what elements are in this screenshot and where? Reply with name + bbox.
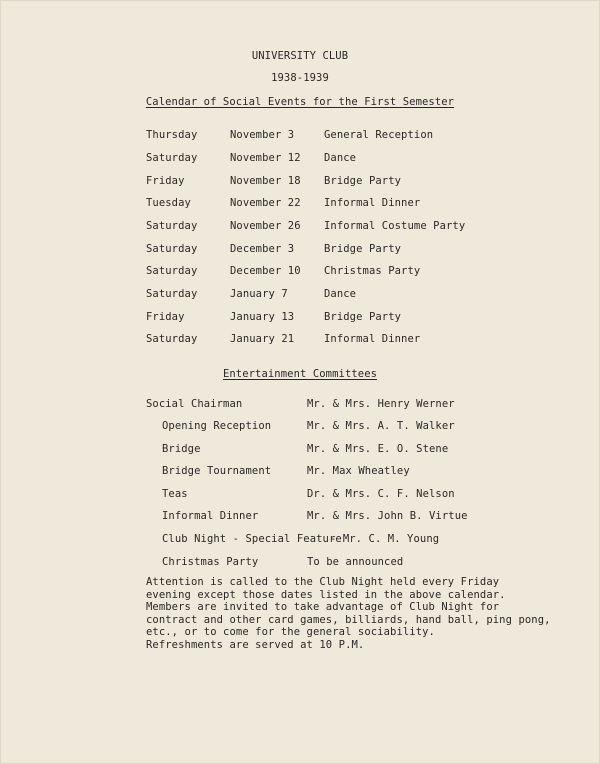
calendar-day: Saturday <box>146 152 198 164</box>
committee-role: Social Chairman <box>146 398 243 410</box>
calendar-row <box>0 243 600 257</box>
committee-role: Informal Dinner <box>162 510 259 522</box>
calendar-subtitle <box>0 96 600 108</box>
calendar-date: November 26 <box>230 220 301 232</box>
club-title: UNIVERSITY CLUB <box>251 50 349 62</box>
committee-role: Opening Reception <box>162 420 272 432</box>
calendar-date: November 3 <box>230 129 295 141</box>
committee-row <box>0 465 600 479</box>
calendar-row <box>0 152 600 166</box>
calendar-date: November 12 <box>230 152 301 164</box>
calendar-event: Informal Costume Party <box>324 220 466 232</box>
committee-role: Christmas Party <box>162 556 259 568</box>
calendar-subtitle-text: Calendar of Social Events for the First Semester <box>145 96 455 108</box>
calendar-event: Informal Dinner <box>324 197 421 209</box>
committee-person: Mr. & Mrs. John B. Virtue <box>307 510 468 522</box>
calendar-row <box>0 197 600 211</box>
committee-person: Mr. & Mrs. E. O. Stene <box>307 443 449 455</box>
calendar-date: January 7 <box>230 288 288 300</box>
notice-line: Members are invited to take advantage of Club Night for <box>146 601 500 614</box>
committee-person: To be announced <box>307 556 404 568</box>
calendar-event: Bridge Party <box>324 311 402 323</box>
calendar-day: Friday <box>146 175 185 187</box>
calendar-event: Bridge Party <box>324 243 402 255</box>
committee-row <box>0 443 600 457</box>
calendar-row <box>0 220 600 234</box>
committee-role: Bridge <box>162 443 201 455</box>
calendar-date: November 22 <box>230 197 301 209</box>
calendar-date: November 18 <box>230 175 301 187</box>
committee-row <box>0 510 600 524</box>
calendar-day: Saturday <box>146 265 198 277</box>
committee-row <box>0 398 600 412</box>
calendar-event: Dance <box>324 288 357 300</box>
calendar-day: Saturday <box>146 243 198 255</box>
notice-line: contract and other card games, billiards, hand ball, ping pong, <box>146 613 551 626</box>
committee-row <box>0 533 600 547</box>
calendar-day: Saturday <box>146 220 198 232</box>
calendar-date: December 3 <box>230 243 295 255</box>
calendar-day: Friday <box>146 311 185 323</box>
committee-row <box>0 488 600 502</box>
club-night-notice <box>146 576 551 652</box>
committee-role: Bridge Tournament <box>162 465 272 477</box>
notice-line: Attention is called to the Club Night held every Friday <box>146 576 500 588</box>
committees-heading-text: Entertainment Committees <box>222 368 378 380</box>
committee-person: - Mr. C. M. Young <box>330 533 440 545</box>
calendar-event: Informal Dinner <box>324 333 421 345</box>
calendar-event: General Reception <box>324 129 434 141</box>
calendar-row <box>0 265 600 279</box>
calendar-row <box>0 333 600 347</box>
notice-line: etc., or to come for the general sociability. <box>146 626 435 639</box>
committee-person: Mr. & Mrs. Henry Werner <box>307 398 455 410</box>
committees-heading <box>0 368 600 380</box>
committee-person: Dr. & Mrs. C. F. Nelson <box>307 488 455 500</box>
calendar-date: January 21 <box>230 333 295 345</box>
committee-person: Mr. Max Wheatley <box>307 465 410 477</box>
academic-year: 1938-1939 <box>271 72 329 84</box>
calendar-row <box>0 175 600 189</box>
calendar-day: Thursday <box>146 129 198 141</box>
calendar-row <box>0 129 600 143</box>
calendar-date: January 13 <box>230 311 295 323</box>
notice-line: evening except those dates listed in the above calendar. <box>146 588 506 601</box>
calendar-day: Saturday <box>146 333 198 345</box>
calendar-date: December 10 <box>230 265 301 277</box>
committee-person: Mr. & Mrs. A. T. Walker <box>307 420 455 432</box>
calendar-event: Dance <box>324 152 357 164</box>
calendar-event: Christmas Party <box>324 265 421 277</box>
committee-role: Club Night - Special Feature <box>162 533 342 545</box>
calendar-row <box>0 288 600 302</box>
notice-line: Refreshments are served at 10 P.M. <box>146 638 365 651</box>
committee-row <box>0 420 600 434</box>
committee-row <box>0 556 600 570</box>
calendar-row <box>0 311 600 325</box>
calendar-event: Bridge Party <box>324 175 402 187</box>
calendar-day: Saturday <box>146 288 198 300</box>
committee-role: Teas <box>162 488 188 500</box>
calendar-day: Tuesday <box>146 197 191 209</box>
